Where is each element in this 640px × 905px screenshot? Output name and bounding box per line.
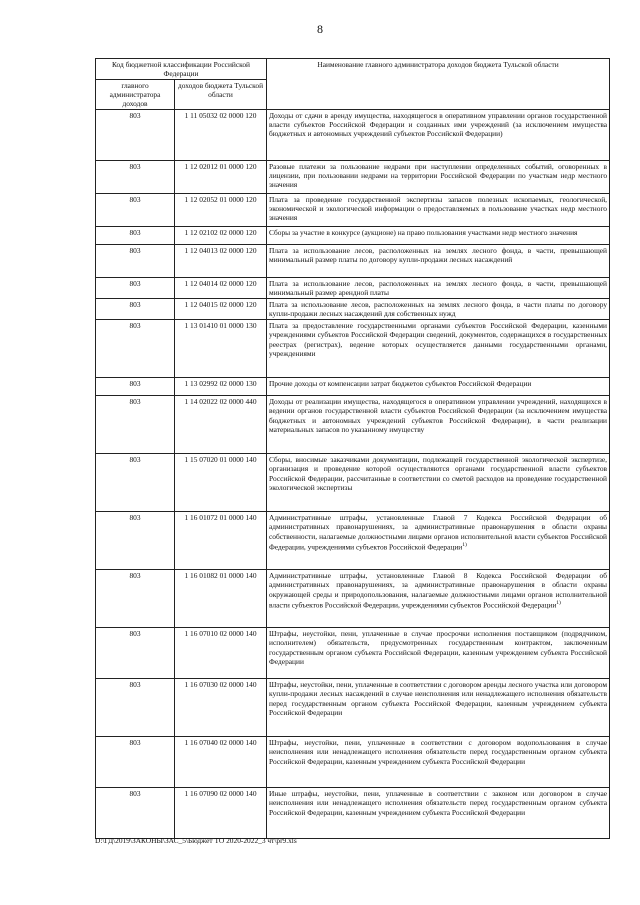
revenue-name-cell	[267, 679, 610, 737]
revenue-code-cell: 1 16 07010 02 0000 140	[175, 628, 267, 679]
revenue-name-cell	[267, 737, 610, 788]
footnote-marker: 1)	[462, 541, 467, 548]
admin-code-cell: 803	[96, 788, 175, 839]
table-row	[96, 320, 610, 378]
revenue-code-cell: 1 12 04015 02 0000 120	[175, 299, 267, 320]
admin-code-cell: 803	[96, 378, 175, 396]
revenue-name-text: Доходы от реализации имущества, находящегося в оперативном управлении учреждений, находящихся в ведении органов государственной власти субъектов Российской Федерации (за исключением имущества бюджетных и автономных учреждений субъектов Российской Федерации), в части реализации материальных запасов по указанному имуществу	[269, 397, 608, 434]
revenue-code-cell: 1 12 04014 02 0000 120	[175, 278, 267, 299]
table-row	[96, 679, 610, 737]
revenue-name-text: Плата за использование лесов, расположенных на землях лесного фонда, в части, превышающей минимальный размер арендной платы	[269, 279, 608, 298]
revenue-name-cell	[267, 628, 610, 679]
revenue-name-cell	[267, 396, 610, 454]
revenue-name-cell	[267, 227, 610, 245]
admin-code-cell: 803	[96, 570, 175, 628]
admin-code-cell: 803	[96, 512, 175, 570]
admin-code-cell: 803	[96, 278, 175, 299]
admin-code-cell: 803	[96, 227, 175, 245]
revenue-name-cell	[267, 320, 610, 378]
table-row	[96, 227, 610, 245]
table-row	[96, 396, 610, 454]
revenue-name-text: Плата за проведение государственной экспертизы запасов полезных ископаемых, геологической, экономической и экологической информации о предоставляемых в пользование участках недр местного значения	[269, 195, 608, 223]
revenue-name-text: Разовые платежи за пользование недрами при наступлении определенных событий, оговоренных в лицензии, при пользовании недрами на территории Российской Федерации по участкам недр местного значения	[269, 162, 608, 190]
admin-code-cell: 803	[96, 679, 175, 737]
revenue-name-text: Плата за предоставление государственными органами субъектов Российской Федерации, казенными учреждениями субъектов Российской Федерации сведений, документов, содержащихся в государственных реестрах (регистрах), ведение которых осуществляется данными государственными органами, учреждениями	[269, 321, 608, 358]
budget-table	[95, 58, 610, 839]
table-row	[96, 628, 610, 679]
table-body	[96, 110, 610, 839]
admin-code-cell: 803	[96, 299, 175, 320]
table-row	[96, 454, 610, 512]
revenue-name-cell	[267, 278, 610, 299]
revenue-code-cell: 1 14 02022 02 0000 440	[175, 396, 267, 454]
table-row	[96, 512, 610, 570]
revenue-name-text: Иные штрафы, неустойки, пени, уплаченные в соответствии с законом или договором в случае неисполнения или ненадлежащего исполнения обязательств перед государственным органом субъекта Российской Федерации, казенным учреждением субъекта Российской Федерации	[269, 789, 608, 817]
revenue-code-cell: 1 12 02052 01 0000 120	[175, 194, 267, 227]
table-row	[96, 737, 610, 788]
revenue-code-cell: 1 11 05032 02 0000 120	[175, 110, 267, 161]
header-revenue-column: доходов бюджета Тульской области	[175, 80, 267, 110]
header-admin-column: главного администратора доходов	[96, 80, 175, 110]
table-row	[96, 788, 610, 839]
revenue-name-text: Штрафы, неустойки, пени, уплаченные в соответствии с договором аренды лесного участка или договором купли-продажи лесных насаждений в случае неисполнения или ненадлежащего исполнения обязательств перед государственным органом субъекта Российской Федерации, казенным учреждением субъекта Российской Федерации	[269, 680, 608, 717]
admin-code-cell: 803	[96, 245, 175, 278]
revenue-code-cell: 1 16 07030 02 0000 140	[175, 679, 267, 737]
admin-code-cell: 803	[96, 110, 175, 161]
footer-file-path: D:\ГД\2019\ЗАКОНЫ\ЗАС_5\Бюджет ТО 2020-2022_3 чт\pr9.xls	[95, 836, 297, 845]
revenue-name-cell	[267, 110, 610, 161]
revenue-name-text: Штрафы, неустойки, пени, уплаченные в случае просрочки исполнения поставщиком (подрядчиком, исполнителем) обязательств, предусмотренных государственным контрактом, заключенным государственным органом субъекта Российской Федерации, казенным учреждением субъекта Российской Федерации	[269, 629, 608, 666]
admin-code-cell: 803	[96, 320, 175, 378]
revenue-name-cell	[267, 299, 610, 320]
admin-code-cell: 803	[96, 194, 175, 227]
header-code-group: Код бюджетной классификации Российской Федерации	[96, 59, 267, 80]
header-name-column: Наименование главного администратора доходов бюджета Тульской области	[267, 59, 610, 110]
revenue-name-text: Сборы за участие в конкурсе (аукционе) на право пользования участками недр местного значения	[269, 228, 578, 238]
revenue-name-cell	[267, 378, 610, 396]
revenue-code-cell: 1 12 04013 02 0000 120	[175, 245, 267, 278]
revenue-name-cell	[267, 512, 610, 570]
revenue-code-cell: 1 16 01072 01 0000 140	[175, 512, 267, 570]
revenue-name-text: Плата за использование лесов, расположенных на землях лесного фонда, в части платы по договору купли-продажи лесных насаждений для собственных нужд	[269, 300, 608, 319]
revenue-code-cell: 1 16 07040 02 0000 140	[175, 737, 267, 788]
table-row	[96, 110, 610, 161]
table-row	[96, 194, 610, 227]
table-row	[96, 570, 610, 628]
table-row	[96, 299, 610, 320]
revenue-name-text: Прочие доходы от компенсации затрат бюджетов субъектов Российской Федерации	[269, 379, 532, 389]
revenue-name-cell	[267, 161, 610, 194]
revenue-name-cell	[267, 194, 610, 227]
revenue-code-cell: 1 12 02102 02 0000 120	[175, 227, 267, 245]
revenue-name-text: Плата за использование лесов, расположенных на землях лесного фонда, в части, превышающей минимальный размер платы по договору купли-продажи лесных насаждений	[269, 246, 608, 265]
revenue-code-cell: 1 13 01410 01 0000 130	[175, 320, 267, 378]
revenue-name-text: Административные штрафы, установленные Главой 7 Кодекса Российской Федерации об административных правонарушениях, за административные правонарушения в области охраны собственности, налагаемые должностными лицами органов исполнительной власти субъектов Российской Федерации, учреждениями субъектов Российской Федерации	[269, 513, 608, 552]
footnote-marker: 1)	[556, 599, 561, 606]
revenue-name-cell	[267, 788, 610, 839]
revenue-name-cell	[267, 570, 610, 628]
admin-code-cell: 803	[96, 628, 175, 679]
revenue-name-text: Доходы от сдачи в аренду имущества, находящегося в оперативном управлении органов государственной власти субъектов Российской Федерации и созданных ими учреждений (за исключением имущества бюджетных и автономных учреждений субъектов Российской Федерации)	[269, 111, 608, 139]
table-row	[96, 161, 610, 194]
revenue-code-cell: 1 15 07020 01 0000 140	[175, 454, 267, 512]
admin-code-cell: 803	[96, 737, 175, 788]
header-row-top	[96, 59, 610, 80]
admin-code-cell: 803	[96, 161, 175, 194]
revenue-code-cell: 1 16 01082 01 0000 140	[175, 570, 267, 628]
page-number: 8	[317, 22, 323, 36]
revenue-name-cell	[267, 454, 610, 512]
admin-code-cell: 803	[96, 454, 175, 512]
revenue-code-cell: 1 16 07090 02 0000 140	[175, 788, 267, 839]
admin-code-cell: 803	[96, 396, 175, 454]
revenue-name-text: Сборы, вносимые заказчиками документации, подлежащей государственной экологической экспертизе, организация и проведение которой осуществляются органами государственной власти субъектов Российской Федерации, рассчитанные в соответствии со сметой расходов на проведение государственной экологической экспертизы	[269, 455, 608, 492]
table-row	[96, 378, 610, 396]
table-row	[96, 278, 610, 299]
revenue-name-cell	[267, 245, 610, 278]
revenue-name-text: Административные штрафы, установленные Главой 8 Кодекса Российской Федерации об административных правонарушениях, за административные правонарушения в области охраны окружающей среды и природопользования, налагаемые должностными лицами органов исполнительной власти субъектов Российской Федерации, учреждениями субъектов Российской Федерации	[269, 571, 608, 610]
revenue-name-text: Штрафы, неустойки, пени, уплаченные в соответствии с договором водопользования в случае неисполнения или ненадлежащего исполнения обязательств перед государственным органом субъекта Российской Федерации, казенным учреждением субъекта Российской Федерации	[269, 738, 608, 766]
revenue-code-cell: 1 12 02012 01 0000 120	[175, 161, 267, 194]
revenue-code-cell: 1 13 02992 02 0000 130	[175, 378, 267, 396]
table-row	[96, 245, 610, 278]
